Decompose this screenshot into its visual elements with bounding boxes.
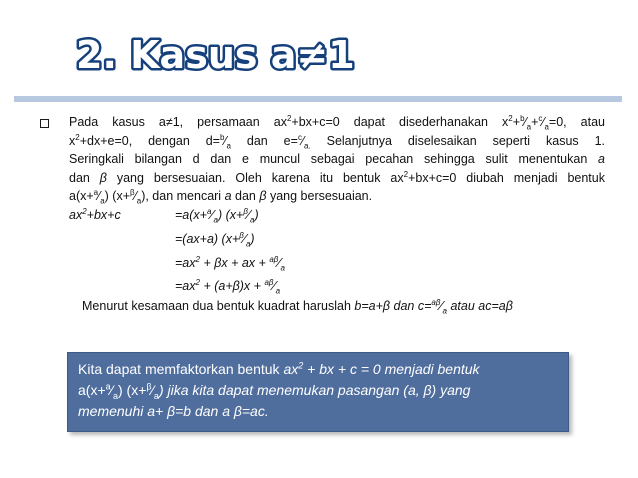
slide-title <box>74 28 355 78</box>
equation-rhs: $=ax^2 + \beta x$ + ax + $^{a\beta}⁄_a$ <box>175 254 285 273</box>
fraction: $^b⁄_a$ <box>219 132 231 150</box>
paragraph-line: dan β yang bersesuaian. Oleh karena itu bentuk $ax^2+bx+c=0$ diubah menjadi bentuk <box>69 169 605 185</box>
slide-title-text: 2. Kasus a≠1 <box>76 33 355 77</box>
equation-rhs: =(ax+a) $(x+^\beta⁄_a)$ <box>175 230 255 249</box>
callout-line: $a(x+^a⁄_a)$ $(x+^\beta⁄_a)$ jika kita dapat menemukan pasangan (a, β) yang <box>78 381 471 401</box>
paragraph-line: Seringkali bilangan d dan e muncul sebagai pecahan sehingga sulit menentukan a <box>69 152 605 166</box>
paragraph-line: $a(x+^a⁄_a)$ $(x+^\beta⁄_a)$, dan mencari a dan β yang bersesuaian. <box>69 187 373 206</box>
callout-text <box>78 359 558 422</box>
paragraph-line: $x^2+dx+e=0$, dengan $d=^b⁄_a$ dan $e=^c⁄_{a.}$ Selanjutnya diselesaikan seperti kasus 1. <box>69 132 605 150</box>
conclusion-text: Menurut kesamaan dua bentuk kuadrat haruslah b=a+β dan $c=^{a\beta}⁄_a$ atau ac=aβ <box>82 297 513 316</box>
fraction: $^c⁄_{a.}$ <box>297 132 311 150</box>
title-divider <box>14 96 622 102</box>
body-paragraph <box>69 113 605 206</box>
callout-line: Kita dapat memfaktorkan bentuk $ax^2$ + bx + c = 0 menjadi bentuk <box>78 360 480 377</box>
equation-rhs: $=ax^2 + (a+\beta)x$ + $^{a\beta}⁄_a$ <box>175 277 281 296</box>
equation-lhs: $ax^2+bx+c$ <box>69 206 121 222</box>
callout-box <box>67 352 569 432</box>
paragraph-line: Pada kasus a≠1, persamaan $ax^2+bx+c=0$ dapat disederhanakan $x^2+^b⁄_a+^c⁄_a=0$, atau <box>69 113 606 132</box>
bullet-square-icon <box>40 119 49 128</box>
equation-rhs: $=a(x+^a⁄_a)$ $(x+^\beta⁄_a)$ <box>175 206 259 225</box>
fraction: $^b⁄_a$ <box>520 113 532 132</box>
fraction: $^c⁄_a$ <box>538 113 549 132</box>
fraction: $^a⁄_a$ <box>93 187 105 206</box>
callout-line: memenuhi a+ β=b dan a β=ac. <box>78 403 269 419</box>
fraction: $^\beta⁄_a$ <box>130 187 142 206</box>
